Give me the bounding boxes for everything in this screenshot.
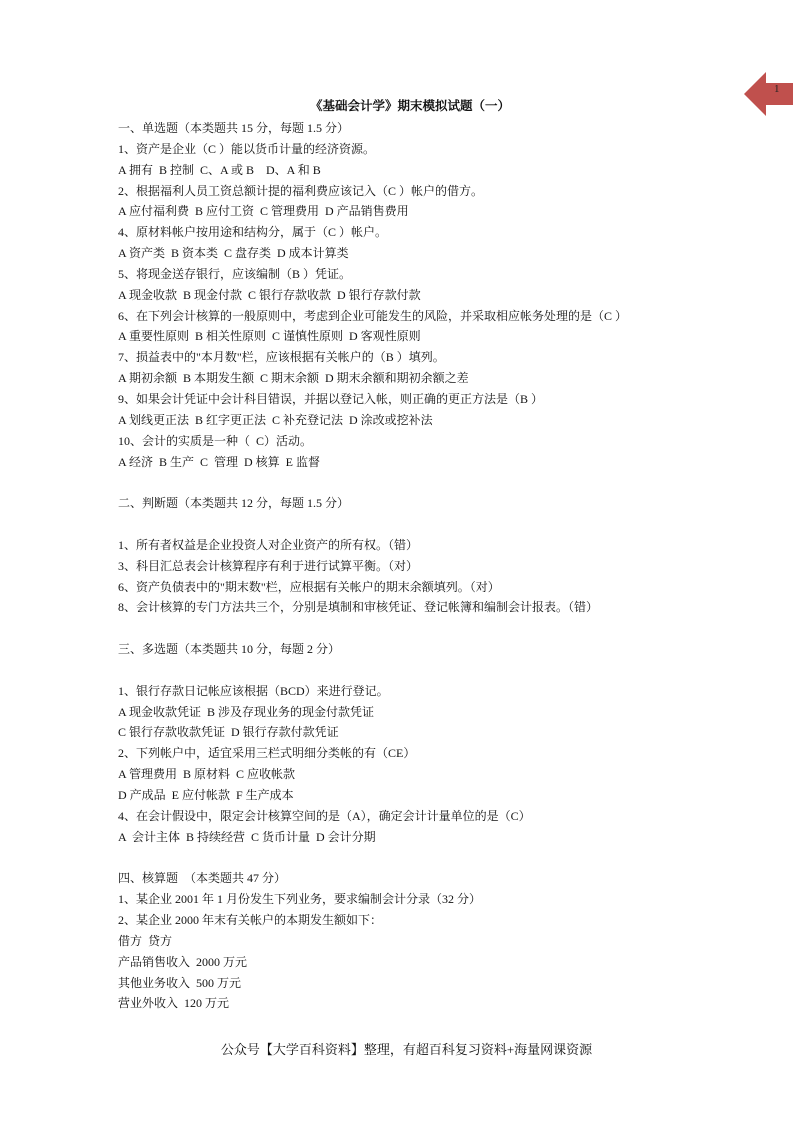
text-line: 营业外收入 120 万元 [118,996,230,1011]
text-line: 2、下列帐户中，适宜采用三栏式明细分类帐的有（CE） [118,746,416,761]
text-line: 1、银行存款日记帐应该根据（BCD）来进行登记。 [118,683,389,698]
text-line: C 银行存款收款凭证 D 银行存款付款凭证 [118,725,339,740]
text-line: 3、科目汇总表会计核算程序有利于进行试算平衡。（对） [118,558,419,573]
blank-line [118,514,758,535]
text-line: 一、单选题（本类题共 15 分，每题 1.5 分） [118,121,350,135]
text-line: 6、在下列会计核算的一般原则中，考虑到企业可能发生的风险，并采取相应帐务处理的是（C ） [118,308,628,323]
text-line: A 现金收款 B 现金付款 C 银行存款收款 D 银行存款付款 [118,287,421,302]
text-line: 三、多选题（本类题共 10 分，每题 2 分） [118,642,341,657]
text-line: A 资产类 B 资本类 C 盘存类 D 成本计算类 [118,246,349,261]
text-line: 借方 贷方 [118,933,173,948]
text-line: 1、所有者权益是企业投资人对企业资产的所有权。（错） [118,537,419,552]
text-line: 1、某企业 2001 年 1 月份发生下列业务，要求编制会计分录（32 分） [118,892,482,907]
text-line: 其他业务收入 500 万元 [118,975,242,990]
blank-line [118,618,758,639]
text-line: A 经济 B 生产 C 管理 D 核算 E 监督 [118,454,321,469]
blank-line [118,848,758,869]
text-line: A 期初余额 B 本期发生额 C 期末余额 D 期末余额和期初余额之差 [118,371,469,386]
text-line: 产品销售收入 2000 万元 [118,954,248,969]
text-line: 10、会计的实质是一种（ C）活动。 [118,433,313,448]
text-line: A 划线更正法 B 红字更正法 C 补充登记法 D 涂改或挖补法 [118,412,433,427]
text-line: 4、原材料帐户按用途和结构分，属于（C ）帐户。 [118,225,388,240]
text-line: 9、如果会计凭证中会计科目错误，并据以登记入帐，则正确的更正方法是（B ） [118,391,544,406]
page-number: 1 [774,83,780,95]
text-line: 二、判断题（本类题共 12 分，每题 1.5 分） [118,496,350,511]
text-line: 5、将现金送存银行，应该编制（B ）凭证。 [118,266,352,281]
text-line: 4、在会计假设中，限定会计核算空间的是（A），确定会计计量单位的是（C） [118,808,531,823]
document-body [118,118,758,1014]
text-line: A 重要性原则 B 相关性原则 C 谨慎性原则 D 客观性原则 [118,329,421,344]
text-line: D 产成品 E 应付帐款 F 生产成本 [118,788,294,802]
text-line: A 管理费用 B 原材料 C 应收帐款 [118,767,296,782]
footer-note: 公众号【大学百科资料】整理，有超百科复习资料+海量网课资源 [220,1042,593,1057]
text-line: 1、资产是企业（C ）能以货币计量的经济资源。 [118,141,376,156]
blank-line [118,472,758,493]
text-line: A 会计主体 B 持续经营 C 货币计量 D 会计分期 [118,829,376,844]
text-line: 8、会计核算的专门方法共三个，分别是填制和审核凭证、登记帐簿和编制会计报表。（错） [118,600,599,615]
text-line: A 应付福利费 B 应付工资 C 管理费用 D 产品销售费用 [118,204,409,219]
text-line: 2、某企业 2000 年末有关帐户的本期发生额如下： [118,913,383,928]
text-line: 四、核算题 （本类题共 47 分） [118,871,287,886]
document-title: 《基础会计学》期末模拟试题（一） [309,99,510,113]
blank-line [118,660,758,681]
text-line: 2、根据福利人员工资总额计提的福利费应该记入（C ）帐户的借方。 [118,183,484,198]
text-line: A 现金收款凭证 B 涉及存现业务的现金付款凭证 [118,704,375,719]
text-line: 6、资产负债表中的"期末数"栏，应根据有关帐户的期末余额填列。（对） [118,579,500,594]
text-line: 7、损益表中的"本月数"栏，应该根据有关帐户的（B ）填列。 [118,350,445,365]
text-line: A 拥有 B 控制 C、A 或 B D、A 和 B [118,162,321,177]
